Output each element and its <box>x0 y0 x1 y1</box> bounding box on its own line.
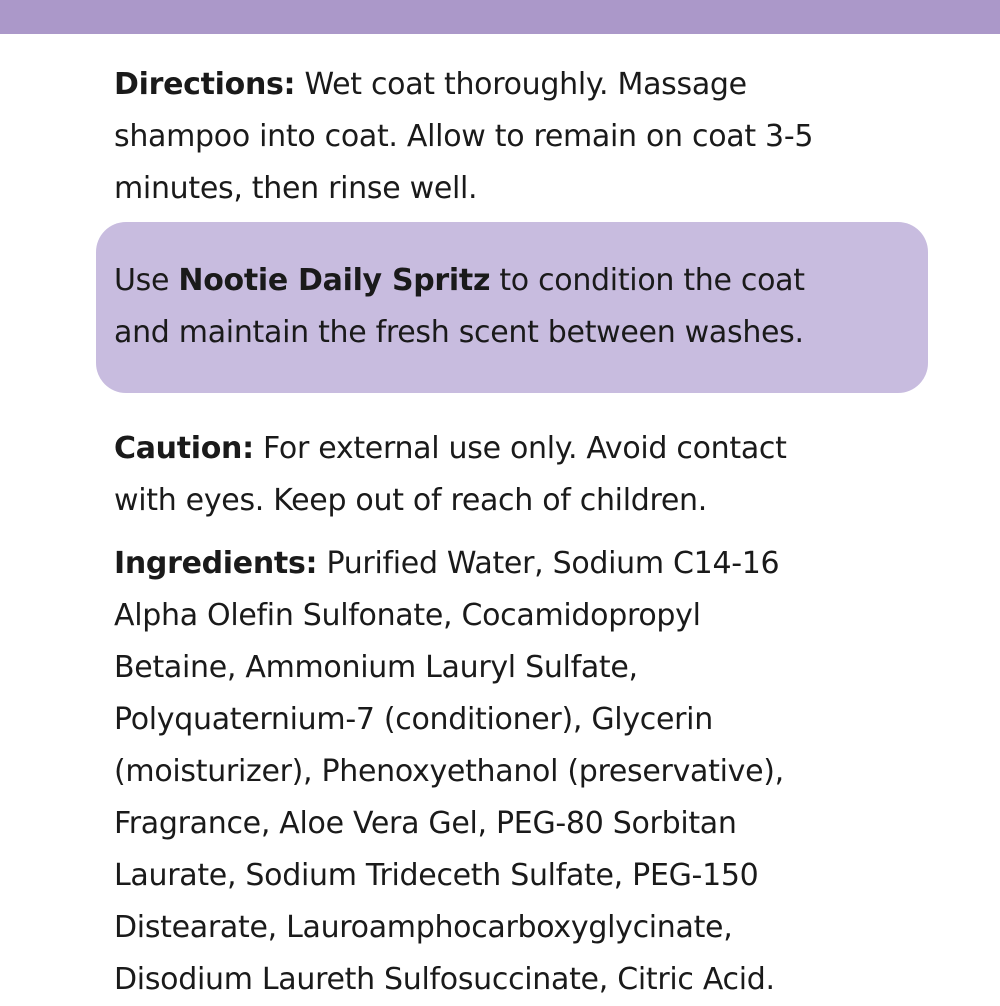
caution-paragraph <box>114 423 787 527</box>
ingredients-line: Betaine, Ammonium Lauryl Sulfate, <box>114 650 638 685</box>
ingredients-line: Alpha Olefin Sulfonate, Cocamidopropyl <box>114 598 701 633</box>
product-label-panel <box>0 34 1000 997</box>
callout-paragraph <box>114 255 805 359</box>
ingredients-line: (moisturizer), Phenoxyethanol (preservative), <box>114 754 784 789</box>
caution-line-1 <box>114 423 787 475</box>
directions-line-3: minutes, then rinse well. <box>114 171 478 206</box>
callout-line-1 <box>114 255 805 307</box>
ingredients-line: Laurate, Sodium Trideceth Sulfate, PEG-150 <box>114 858 759 893</box>
ingredients-line: Distearate, Lauroamphocarboxyglycinate, <box>114 910 733 945</box>
directions-heading: Directions: <box>114 67 296 102</box>
ingredients-line-1 <box>114 538 784 590</box>
directions-line-1-text: Wet coat thoroughly. Massage <box>295 67 747 102</box>
directions-line-2: shampoo into coat. Allow to remain on coat 3-5 <box>114 119 814 154</box>
top-color-band <box>0 0 1000 34</box>
callout-line-2: and maintain the fresh scent between washes. <box>114 315 804 350</box>
caution-line-2: with eyes. Keep out of reach of children. <box>114 483 707 518</box>
ingredients-line: Polyquaternium-7 (conditioner), Glycerin <box>114 702 713 737</box>
ingredients-heading: Ingredients: <box>114 546 318 581</box>
ingredients-line: Fragrance, Aloe Vera Gel, PEG-80 Sorbitan <box>114 806 737 841</box>
directions-paragraph <box>114 59 813 215</box>
ingredients-line-1-text: Purified Water, Sodium C14-16 <box>317 546 780 581</box>
ingredients-paragraph <box>114 538 784 1006</box>
caution-line-1-text: For external use only. Avoid contact <box>253 431 787 466</box>
callout-product-name: Nootie Daily Spritz <box>178 263 491 298</box>
callout-suffix: to condition the coat <box>490 263 805 298</box>
ingredients-line: Disodium Laureth Sulfosuccinate, Citric Acid. <box>114 962 775 997</box>
callout-prefix: Use <box>114 263 179 298</box>
directions-line-1 <box>114 59 813 111</box>
caution-heading: Caution: <box>114 431 254 466</box>
